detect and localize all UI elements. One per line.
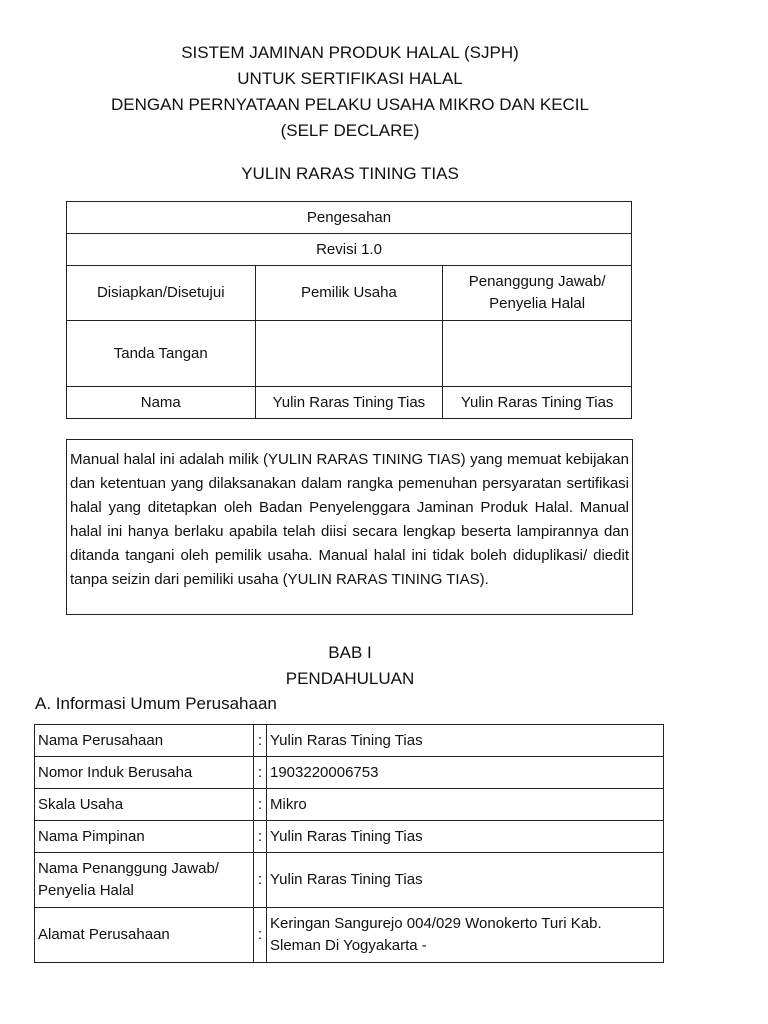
info-value: Yulin Raras Tining Tias xyxy=(267,725,664,757)
table-row xyxy=(35,757,664,789)
chapter-heading xyxy=(0,640,700,692)
info-label-line2: Penyelia Halal xyxy=(38,882,134,899)
info-value: Yulin Raras Tining Tias xyxy=(267,821,664,853)
info-colon: : xyxy=(254,757,267,789)
table-row xyxy=(35,821,664,853)
info-label: Nama Perusahaan xyxy=(35,725,254,757)
address-line2: Sleman Di Yogyakarta - xyxy=(270,937,427,954)
info-label-line1: Nama Penanggung Jawab/ xyxy=(38,860,219,877)
manual-ownership-statement: Manual halal ini adalah milik (YULIN RARAS TINING TIAS) yang memuat kebijakan dan ketentuan yang dilaksanakan dalam rangka pemenuhan persyaratan sertifikasi halal yang ditetapkan oleh Badan Penyelenggara Jaminan Produk Halal. Manual halal ini hanya berlaku apabila telah diisi secara lengkap beserta lampirannya dan ditanda tangani oleh pemilik usaha. Manual halal ini tidak boleh diduplikasi/ diedit tanpa seizin dari pemiliki usaha (YULIN RARAS TINING TIAS). xyxy=(66,439,633,615)
title-line-2: UNTUK SERTIFIKASI HALAL xyxy=(237,69,463,88)
header-supervisor xyxy=(443,266,632,321)
signature-label: Tanda Tangan xyxy=(67,321,256,387)
owner-signature-cell xyxy=(255,321,443,387)
supervisor-name: Yulin Raras Tining Tias xyxy=(443,387,632,419)
chapter-title: PENDAHULUAN xyxy=(285,669,415,688)
info-label: Nomor Induk Berusaha xyxy=(35,757,254,789)
table-row xyxy=(35,789,664,821)
info-label: Nama Pimpinan xyxy=(35,821,254,853)
title-line-1: SISTEM JAMINAN PRODUK HALAL (SJPH) xyxy=(181,43,519,62)
approval-title: Pengesahan xyxy=(67,202,632,234)
company-info-table xyxy=(34,724,664,963)
info-label: Alamat Perusahaan xyxy=(35,908,254,963)
owner-name: Yulin Raras Tining Tias xyxy=(255,387,443,419)
header-supervisor-line1: Penanggung Jawab/ xyxy=(468,273,606,290)
address-line1: Keringan Sangurejo 004/029 Wonokerto Turi Kab. xyxy=(270,915,602,932)
info-colon: : xyxy=(254,821,267,853)
header-supervisor-line2: Penyelia Halal xyxy=(489,295,586,312)
info-colon: : xyxy=(254,853,267,908)
company-heading: YULIN RARAS TINING TIAS xyxy=(241,164,459,183)
chapter-number: BAB I xyxy=(328,643,372,662)
table-row xyxy=(35,725,664,757)
supervisor-signature-cell xyxy=(443,321,632,387)
title-line-4: (SELF DECLARE) xyxy=(280,121,420,140)
table-row xyxy=(35,908,664,963)
document-title xyxy=(0,40,700,144)
info-value: Mikro xyxy=(267,789,664,821)
revision-label: Revisi 1.0 xyxy=(67,234,632,266)
header-owner: Pemilik Usaha xyxy=(255,266,443,321)
info-value: 1903220006753 xyxy=(267,757,664,789)
info-label xyxy=(35,853,254,908)
info-colon: : xyxy=(254,908,267,963)
header-prepared: Disiapkan/Disetujui xyxy=(67,266,256,321)
name-label: Nama xyxy=(67,387,256,419)
info-colon: : xyxy=(254,725,267,757)
info-label: Skala Usaha xyxy=(35,789,254,821)
table-row xyxy=(35,853,664,908)
section-a-heading: A. Informasi Umum Perusahaan xyxy=(35,694,277,713)
info-value: Yulin Raras Tining Tias xyxy=(267,853,664,908)
info-colon: : xyxy=(254,789,267,821)
info-value xyxy=(267,908,664,963)
title-line-3: DENGAN PERNYATAAN PELAKU USAHA MIKRO DAN KECIL xyxy=(110,95,589,114)
approval-table xyxy=(66,201,632,419)
